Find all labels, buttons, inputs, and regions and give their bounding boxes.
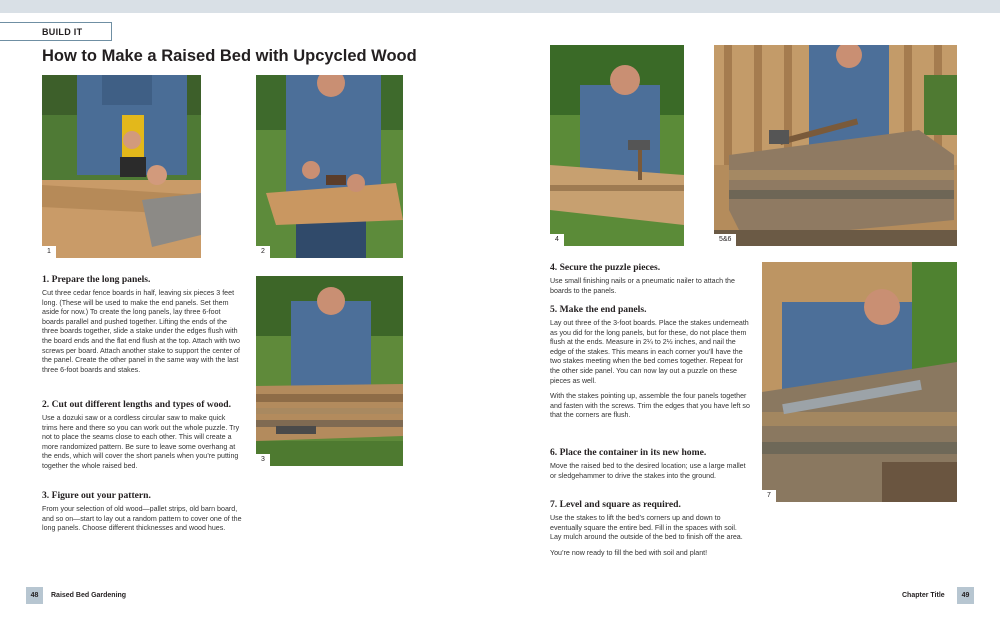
step-5 [550,304,750,427]
photo-step-2 [256,75,403,258]
step-text: From your selection of old wood—pallet strips, old barn board, and so on—start to lay out a random pattern to cover one of the long panels. Choose different thicknesses and wood hues. [42,505,242,533]
section-tag: BUILD IT [0,22,112,41]
step-4 [550,262,750,302]
step-6 [550,447,750,487]
step-text: Use a dozuki saw or a cordless circular saw to make quick trims here and there so you can work out the whole puzzle. Try not to place the seams close to each other. This will create a more randomized pattern. Be sure to leave some overhang at the ends, which will cover the short panels when you’re putting together the whole raised bed. [42,414,240,470]
step-text: Cut three cedar fence boards in half, leaving six pieces 3 feet long. (These will be used to make the end panels. Set them aside for now.) To create the long panels, lay three 6-foot boards parallel and pushed together. Lifting the ends of the three boards together, slide a stake under the edges flush with the board ends and the flat end flush at the top. Attach with two screws per board. Attach another stake to support the center of the panel. Create the other panel in the same way with the last three 6-foot boards and stakes. [42,289,240,374]
right-running-title: Chapter Title [902,592,945,599]
photo-label: 5&6 [714,234,736,246]
step-text: Lay out three of the 3-foot boards. Place the stakes underneath as you did for the long panels, but for these, do not place them flush at the ends. Measure in 2¼ to 2½ inches, and nail the edge of the stakes. This means in each corner you’ll have the two stakes meeting when the bed comes together. Repeat for the other side panel. You can now lay out a puzzle on these pieces as well. [550,319,749,385]
step-text: Use the stakes to lift the bed’s corners up and down to eventually square the entire bed. Fill in the spaces with soil. Lay mulch around the outside of the bed to finish off the area. [550,514,743,542]
photo-step-5-6 [714,45,957,246]
photo-label: 1 [42,246,56,258]
photo-step-1 [42,75,201,258]
photo-step-4 [550,45,684,246]
step-heading: 6. Place the container in its new home. [550,447,707,458]
step-text: You’re now ready to fill the bed with soil and plant! [550,548,708,557]
step-heading: 4. Secure the puzzle pieces. [550,262,661,273]
right-page-number: 49 [957,587,974,604]
photo-label: 2 [256,246,270,258]
step-heading: 1. Prepare the long panels. [42,274,151,285]
photo-step-7 [762,262,957,502]
step-7 [550,499,750,564]
photo-label: 4 [550,234,564,246]
step-heading: 2. Cut out different lengths and types of wood. [42,399,232,410]
top-banner [0,0,1000,13]
step-1 [42,274,242,381]
step-text: Use small finishing nails or a pneumatic nailer to attach the boards to the panels. [550,277,735,295]
step-heading: 3. Figure out your pattern. [42,490,151,501]
step-heading: 7. Level and square as required. [550,499,681,510]
step-text: With the stakes pointing up, assemble the four panels together and fasten with the screws. Trim the edges that you have left so that the corners are flush. [550,392,750,420]
step-3 [42,490,242,540]
left-page-number: 48 [26,587,43,604]
step-text: Move the raised bed to the desired location; use a large mallet or sledgehammer to drive the stakes into the ground. [550,462,746,480]
step-heading: 5. Make the end panels. [550,304,647,315]
left-running-title: Raised Bed Gardening [51,592,127,599]
step-2 [42,399,242,478]
photo-label: 3 [256,454,270,466]
photo-label: 7 [762,490,776,502]
page-title: How to Make a Raised Bed with Upcycled Wood [42,47,417,65]
photo-step-3 [256,276,403,466]
